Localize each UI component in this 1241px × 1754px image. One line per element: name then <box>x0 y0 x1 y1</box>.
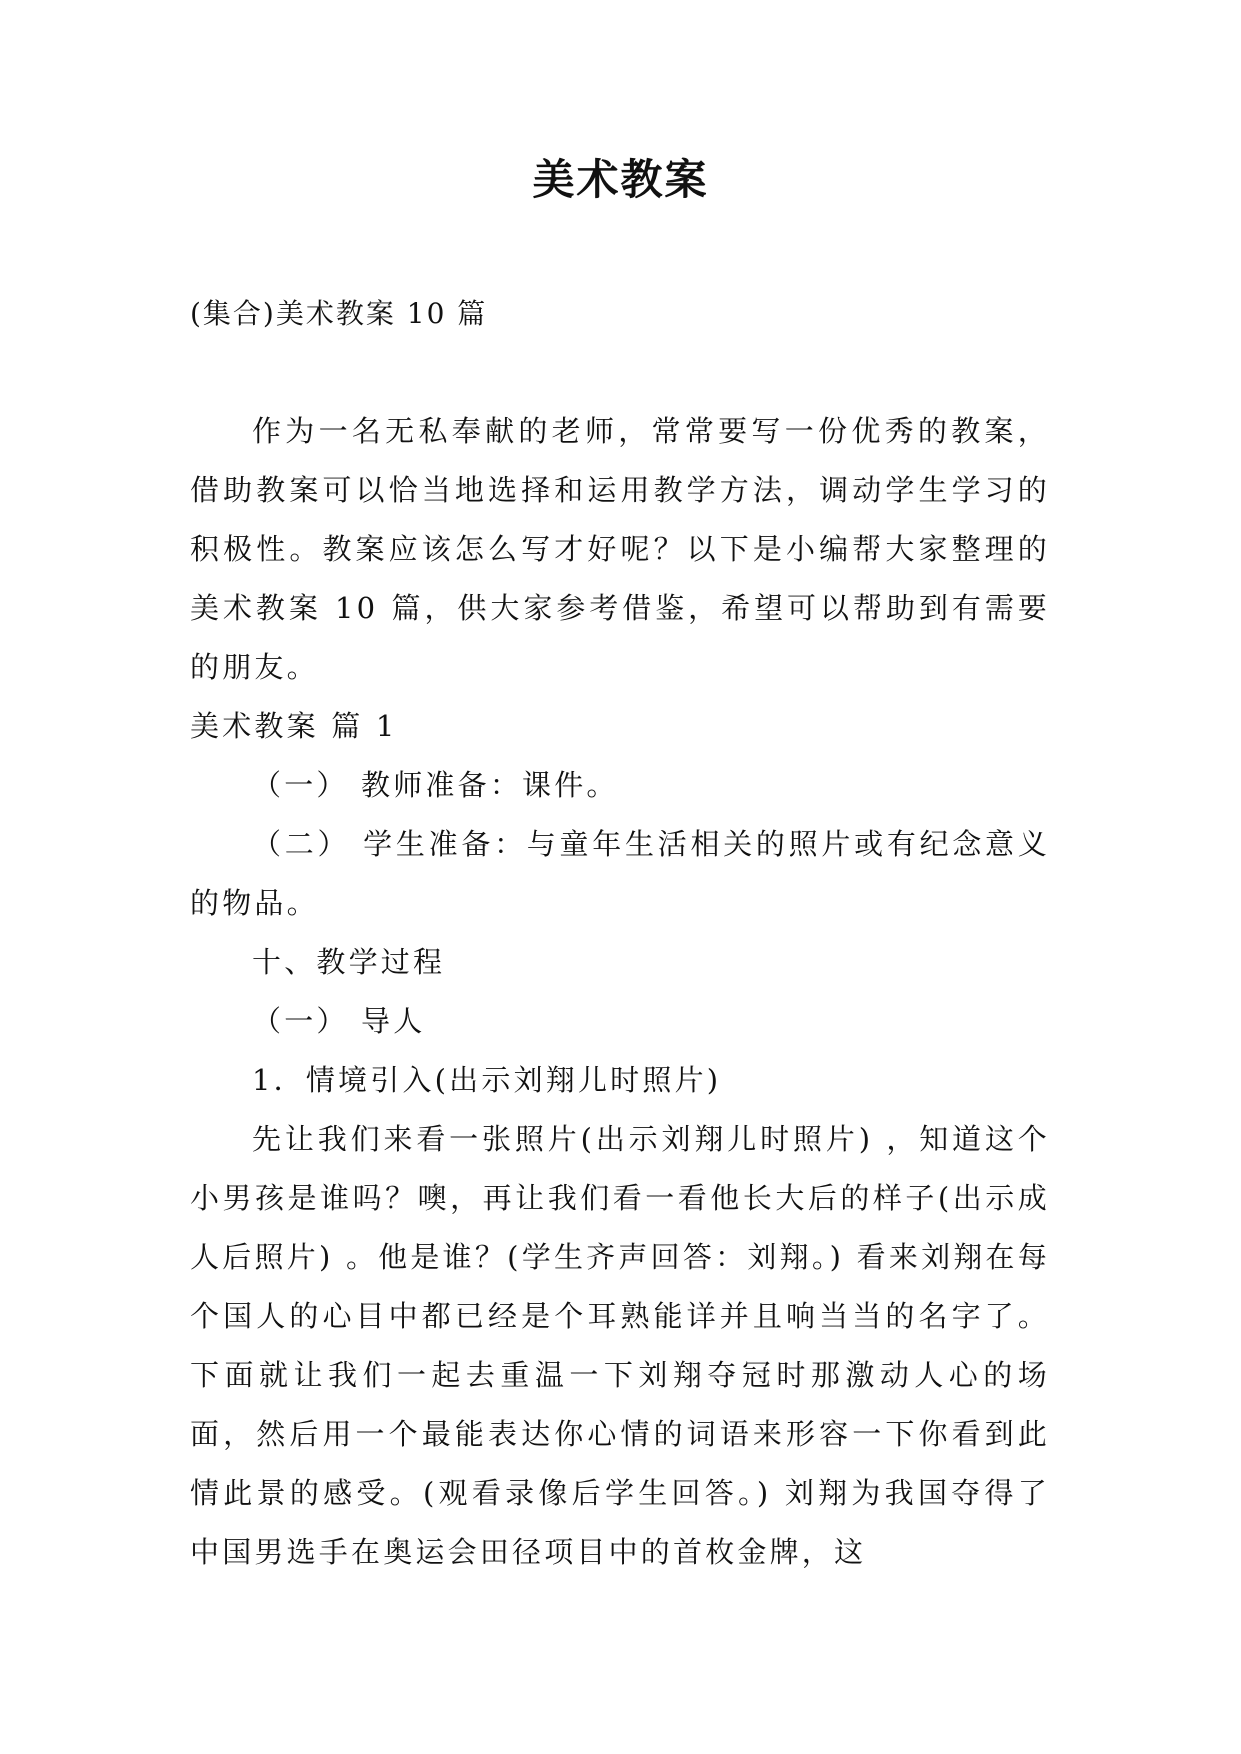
section-heading: 美术教案 篇 1 <box>190 709 398 743</box>
document-subtitle: (集合)美术教案 10 篇 <box>190 297 488 330</box>
document-body <box>190 402 1050 1582</box>
body-paragraph: （一） 教师准备：课件。 <box>252 768 619 802</box>
document-title: 美术教案 <box>532 155 709 204</box>
body-paragraph: （一） 导人 <box>252 1004 426 1038</box>
body-paragraph: 1．情境引入(出示刘翔儿时照片) <box>252 1063 722 1097</box>
intro-paragraph: 作为一名无私奉献的老师，常常要写一份优秀的教案，借助教案可以恰当地选择和运用教学方法，调动学生学习的积极性。教案应该怎么写才好呢？以下是小编帮大家整理的美术教案 10 篇，供大家参考借鉴，希望可以帮助到有需要的朋友。 <box>190 414 1050 684</box>
body-paragraph: 先让我们来看一张照片(出示刘翔儿时照片) ，知道这个小男孩是谁吗？噢，再让我们看一看他长大后的样子(出示成人后照片) 。他是谁？(学生齐声回答：刘翔。) 看来刘翔在每个国人的心目中都已经是个耳熟能详并且响当当的名字了。下面就让我们一起去重温一下刘翔夺冠时那激动人心的场面，然后用一个最能表达你心情的词语来形容一下你看到此情此景的感受。(观看录像后学生回答。) 刘翔为我国夺得了中国男选手在奥运会田径项目中的首枚金牌，这 <box>190 1122 1050 1569</box>
body-paragraph: （二） 学生准备：与童年生活相关的照片或有纪念意义的物品。 <box>190 827 1050 920</box>
body-paragraph: 十、教学过程 <box>252 945 446 979</box>
